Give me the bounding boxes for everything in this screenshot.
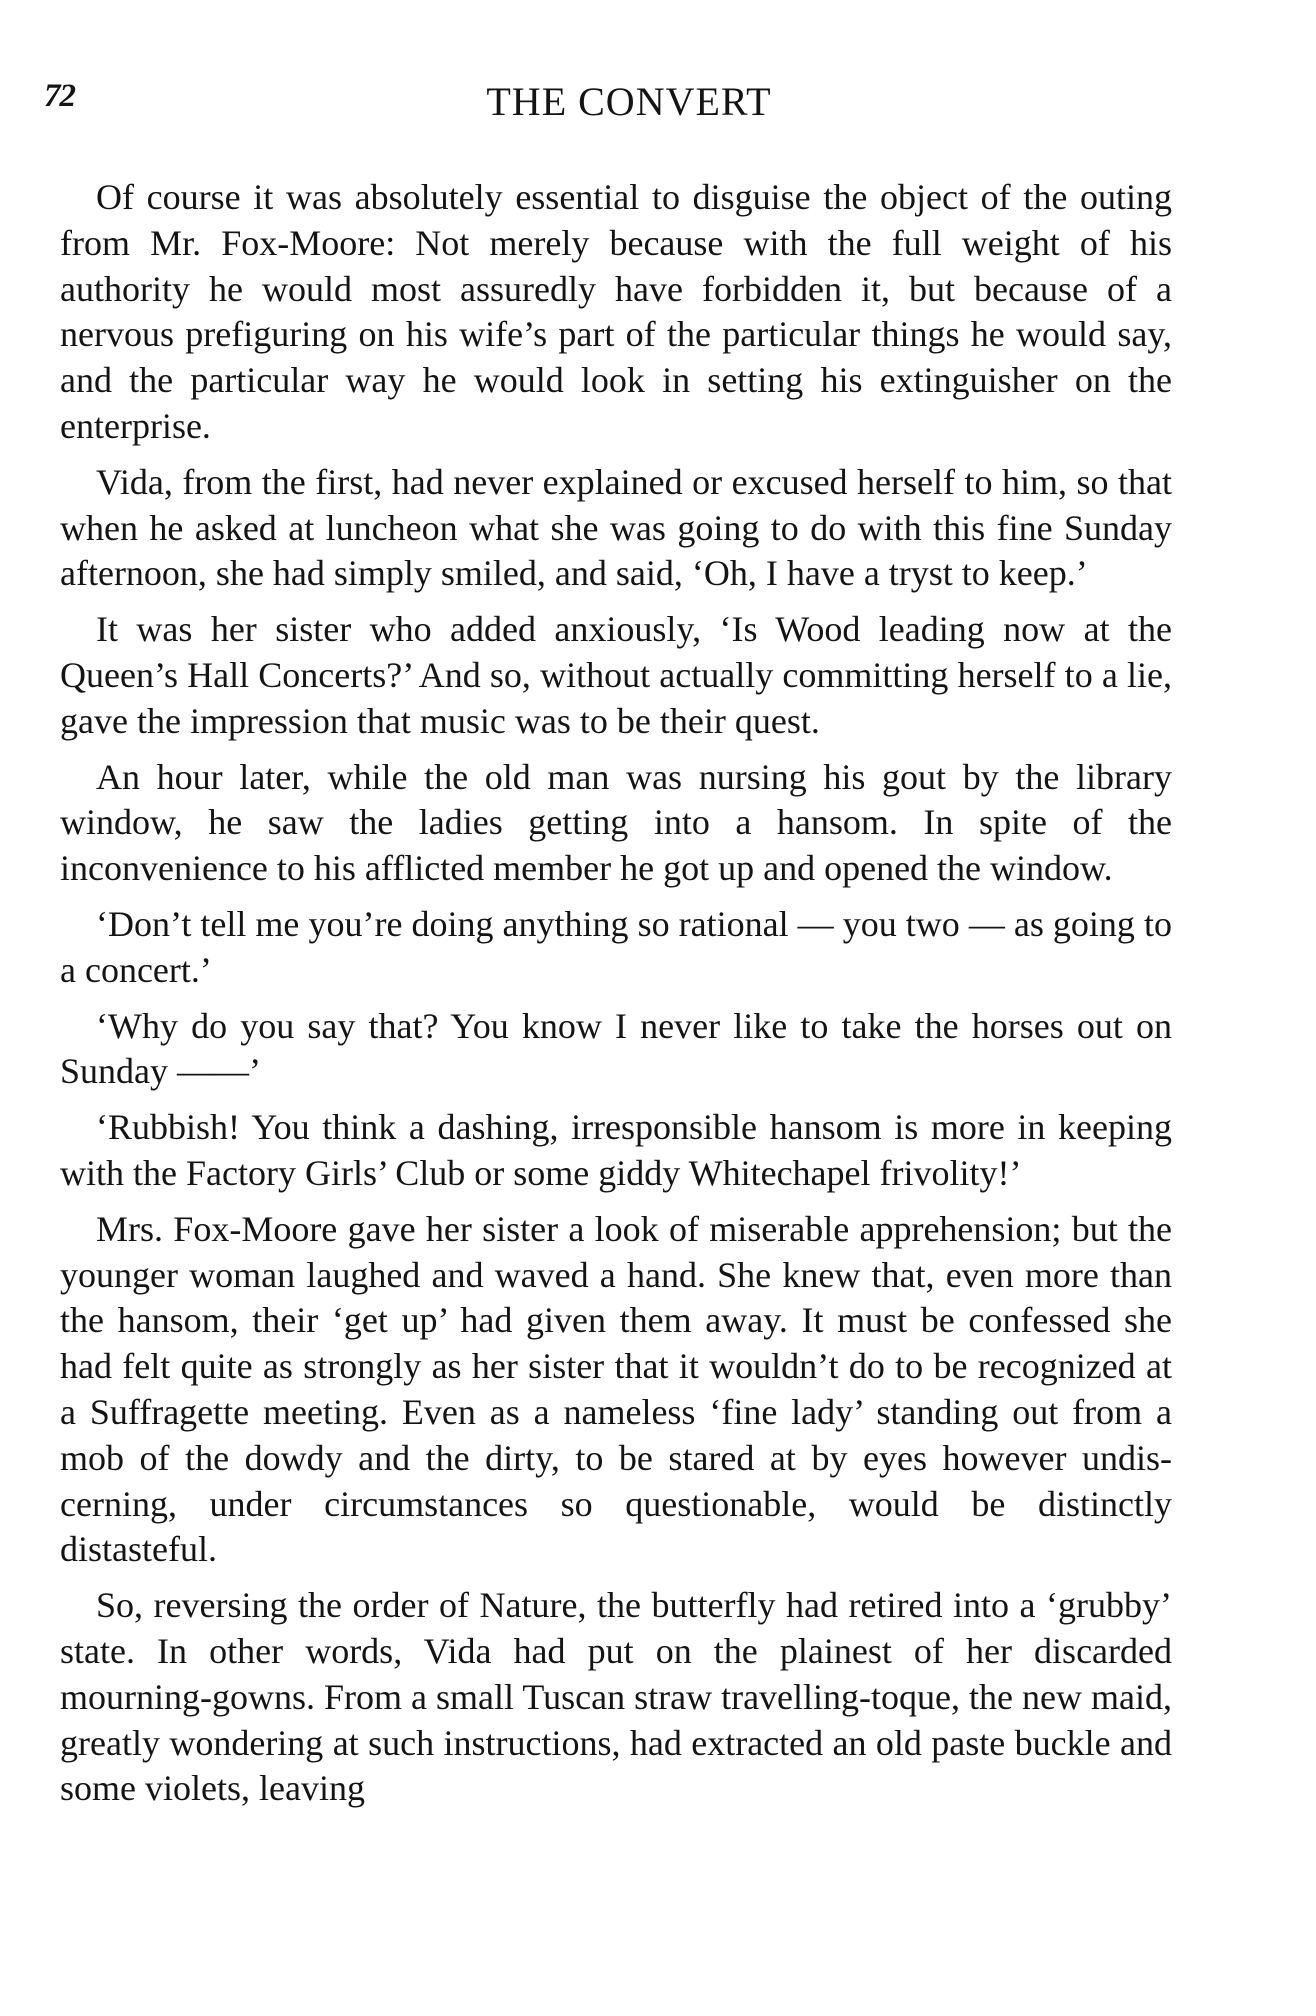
paragraph: An hour later, while the old man was nursing his gout by the library window, he saw the ladies getting into a hansom. In spite of the inconvenience to his afflicted member he got up and opened the window.: [60, 756, 1172, 889]
running-title: THE CONVERT: [486, 79, 772, 124]
paragraph: Of course it was absolutely essential to disguise the object of the outing from Mr. Fox-Moore: Not merely because with the full weight of his authority he would most assuredly have forbidden it, but because of a nervous prefiguring on his wife’s part of the particular things he would say, and the particular way he would look in setting his extinguisher on the enterprise.: [60, 177, 1172, 446]
page-header: [44, 78, 1174, 128]
paragraph: It was her sister who added anxiously, ‘Is Wood leading now at the Queen’s Hall Concerts?’ And so, without actually committing herself to a lie, gave the impression that music was to be their quest.: [60, 609, 1172, 741]
paragraph: ‘Rubbish! You think a dashing, irresponsible hansom is more in keeping with the Factory Girls’ Club or some giddy Whitechapel frivolity!’: [60, 1107, 1172, 1193]
paragraph: ‘Don’t tell me you’re doing anything so rational — you two — as going to a concert.’: [60, 903, 1172, 990]
paragraph: Mrs. Fox-Moore gave her sister a look of miserable apprehension; but the younger woman laughed and waved a hand. She knew that, even more than the hansom, their ‘get up’ had given them away. It must be confessed she had felt quite as strongly as her sister that it wouldn’t do to be recognized at a Suffragette meeting. Even as a nameless ‘fine lady’ standing out from a mob of the dowdy and the dirty, to be stared at by eyes however undiscerning, under circumstances so questionable, would be distinctly distasteful.: [60, 1208, 1172, 1570]
body-text: [60, 175, 1172, 1812]
page-number: 72: [44, 78, 75, 114]
paragraph: ‘Why do you say that? You know I never like to take the horses out on Sunday ——’: [60, 1005, 1172, 1092]
paragraph: Vida, from the first, had never explained or excused herself to him, so that when he asked at luncheon what she was going to do with this fine Sunday afternoon, she had simply smiled, and said, ‘Oh, I have a tryst to keep.’: [60, 461, 1172, 594]
paragraph: So, reversing the order of Nature, the butterfly had retired into a ‘grubby’ state. In other words, Vida had put on the plainest of her discarded mourning-gowns. From a small Tuscan straw travelling-toque, the new maid, greatly wondering at such instructions, had extracted an old paste buckle and some violets, leaving: [60, 1585, 1172, 1809]
